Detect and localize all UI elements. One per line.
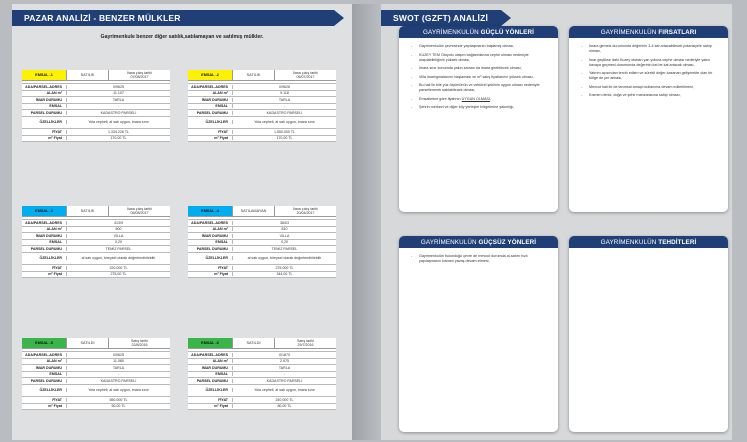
row-label: FİYAT — [52, 265, 62, 270]
row-value: 170,00 TL — [232, 136, 336, 140]
swot-title-prefix: GAYRİMENKULÜN — [600, 28, 657, 36]
row-label: PARSEL DURUMU — [196, 246, 228, 251]
listing-date-label: Satış tarihi — [131, 338, 148, 343]
card-row-m2 — [188, 136, 336, 143]
emphasis-text: UYGUN OLMASI — [461, 96, 490, 101]
row-label: ADA/PARSEL-ADRES — [25, 352, 62, 357]
swot-list-item: - Emsallerine göre fiyatının UYGUN OLMASI, — [411, 97, 550, 102]
row-label: ÖZELLİKLER — [39, 256, 62, 261]
row-value: 0/9626 — [232, 85, 336, 89]
row-value: TARLA — [66, 366, 170, 370]
listing-date: 22/8/2016 — [131, 343, 148, 347]
listing-date-cell — [274, 70, 336, 80]
listing-date-cell — [108, 338, 170, 348]
card-row-ozellik — [22, 117, 170, 130]
card-row-m2 — [188, 404, 336, 411]
emsal-badge: EMSAL -1 — [22, 70, 66, 80]
row-value: 0,20 — [232, 240, 336, 244]
row-value: 240.000 TL — [232, 398, 336, 402]
swot-list-item: - Bu hali ile bile yüz ölçümünün ve vektörel şeklinin uygun olması nedeniyle parsellenerek satılabilecek olması, — [411, 83, 550, 93]
row-label: FİYAT — [218, 397, 228, 402]
swot-box-title — [569, 26, 728, 38]
swot-list — [399, 248, 558, 264]
row-value: 0/1870 — [232, 353, 336, 357]
swot-list — [569, 248, 728, 254]
row-value: KADASTRO PARSELİ — [66, 379, 170, 383]
emsal-badge: EMSAL -6 — [188, 338, 232, 348]
swot-list-item: - Yatırım açısından tercih edilen ve sürekli değer kazanan gelişmekte olan bir bölge de yer alması, — [581, 71, 720, 81]
row-value: 800 — [66, 227, 170, 231]
row-label: İMAR DURUMU — [201, 233, 228, 238]
listing-date-cell — [108, 206, 170, 216]
row-value: 0/9625 — [66, 85, 170, 89]
comparable-card-5 — [22, 338, 170, 410]
row-label: İMAR DURUMU — [35, 97, 62, 102]
swot-title-emphasis: TEHDİTLERİ — [658, 238, 697, 246]
listing-date: 29/7/2016 — [297, 343, 314, 347]
row-value: KADASTRO PARSELİ — [232, 379, 336, 383]
row-value: 0/9625 — [66, 353, 170, 357]
swot-list-item: - İmara sınır konumda yakın zaman da imara girebilecek olması, — [411, 66, 550, 71]
row-value: 413/9 — [66, 221, 170, 225]
listing-date-label: Satış tarihi — [297, 338, 314, 343]
comparable-card-4 — [188, 206, 336, 278]
row-label: m² Fiyat — [214, 136, 228, 141]
row-value: 1.334.226 TL — [66, 130, 170, 134]
swot-title-emphasis: FIRSATLARI — [658, 28, 697, 36]
row-value: TARLA — [232, 366, 336, 370]
row-label: ALAN m² — [212, 227, 228, 232]
row-label: ADA/PARSEL-ADRES — [191, 220, 228, 225]
row-value: 344,00 TL — [232, 272, 336, 276]
row-label: İMAR DURUMU — [35, 365, 62, 370]
row-label: PARSEL DURUMU — [196, 378, 228, 383]
card-row-m2 — [22, 272, 170, 279]
swot-title-prefix: GAYRİMENKULÜN — [420, 238, 477, 246]
row-value: 384/3 — [232, 221, 336, 225]
row-value: - — [232, 372, 336, 376]
row-value: TEMİZ PARSEL — [66, 247, 170, 251]
listing-date: 05/07/2017 — [296, 75, 315, 79]
card-row-m2 — [188, 272, 336, 279]
card-row-ozellik — [188, 385, 336, 398]
row-value: Yola cepheli, al satı uygun, imara sınır — [66, 120, 170, 124]
row-value: TARLA — [232, 98, 336, 102]
market-analysis-page — [12, 4, 352, 440]
emsal-badge: EMSAL -2 — [188, 70, 232, 80]
row-value: Yola cepheli, al satı uygun, imara sınır — [66, 388, 170, 392]
listing-date: 06/08/2017 — [130, 211, 149, 215]
card-row-ozellik — [188, 253, 336, 266]
row-value: TARLA — [66, 98, 170, 102]
row-label: ÖZELLİKLER — [205, 388, 228, 393]
row-value: - — [232, 104, 336, 108]
card-row-ozellik — [22, 385, 170, 398]
row-value: KADASTRO PARSELİ — [232, 111, 336, 115]
listing-status: SATILDI — [232, 338, 274, 348]
row-value: - — [66, 104, 170, 108]
row-value: KADASTRO PARSELİ — [66, 111, 170, 115]
row-label: FİYAT — [218, 265, 228, 270]
row-value: Yola cepheli, al satı uygun, imara sınır — [232, 120, 336, 124]
row-value: 11.107 — [66, 91, 170, 95]
row-value: 2.975 — [232, 359, 336, 363]
card-row-m2 — [22, 136, 170, 143]
emsal-badge: EMSAL -3 — [22, 206, 66, 216]
swot-title-emphasis: GÜÇLÜ YÖNLERİ — [480, 28, 534, 36]
listing-status: SATILIK — [66, 206, 108, 216]
card-row-ozellik — [188, 117, 336, 130]
row-value: 1.550.000 TL — [232, 130, 336, 134]
row-label: ÖZELLİKLER — [39, 120, 62, 125]
market-analysis-header: PAZAR ANALİZİ - BENZER MÜLKLER — [12, 10, 334, 26]
row-label: m² Fiyat — [214, 404, 228, 409]
swot-box-opportunities — [569, 26, 728, 212]
emsal-badge: EMSAL -4 — [188, 206, 232, 216]
swot-page — [381, 4, 732, 440]
row-label: ALAN m² — [46, 359, 62, 364]
row-value: TEMİZ PARSEL — [232, 247, 336, 251]
swot-box-weaknesses — [399, 236, 558, 432]
row-value: 810 — [232, 227, 336, 231]
row-value: 275.000 TL — [232, 266, 336, 270]
listing-status: SATILIK — [232, 70, 274, 80]
row-value: 80,00 TL — [232, 404, 336, 408]
row-label: İMAR DURUMU — [201, 365, 228, 370]
row-value: - — [66, 372, 170, 376]
swot-header: SWOT (GZFT) ANALİZİ — [381, 10, 501, 26]
listing-status: SATILDI — [66, 338, 108, 348]
row-label: EMSAL — [49, 104, 62, 109]
row-label: m² Fiyat — [48, 404, 62, 409]
listing-date-label: İlana çıkış tarihi — [127, 70, 152, 75]
row-label: ALAN m² — [46, 227, 62, 232]
row-label: PARSEL DURUMU — [196, 110, 228, 115]
page-gutter — [352, 4, 380, 440]
row-value: al satı uygun, bireysel olarak değerlendirilebilir — [66, 256, 170, 260]
row-value: VİLLA — [66, 234, 170, 238]
row-value: 11.080 — [66, 359, 170, 363]
listing-date-label: İlana çıkış tarihi — [293, 70, 318, 75]
row-value: 0,20 — [66, 240, 170, 244]
comparable-card-3 — [22, 206, 170, 278]
listing-status: SATILIK — [66, 70, 108, 80]
row-label: FİYAT — [218, 129, 228, 134]
listing-date: 07/08/2017 — [130, 75, 149, 79]
swot-title-prefix: GAYRİMENKULÜN — [600, 238, 657, 246]
swot-list — [399, 38, 558, 110]
emsal-badge: EMSAL -5 — [22, 338, 66, 348]
listing-date-cell — [274, 338, 336, 348]
row-label: ALAN m² — [46, 91, 62, 96]
row-value: 275,00 TL — [66, 272, 170, 276]
row-label: ADA/PARSEL-ADRES — [25, 84, 62, 89]
comparable-card-1 — [22, 70, 170, 142]
swot-title-prefix: GAYRİMENKULÜN — [423, 28, 479, 36]
swot-list-item: - Villa imarlıgmalarının başlaması ve m² satış fiyatlarının yüksek olması, — [411, 75, 550, 80]
row-label: EMSAL — [49, 240, 62, 245]
swot-list-item: - KUZEY TEM Otoyolu ulaşım bağlantılarına cephe olması nedeniyle ulaşılabilirliğinin yüksek olması, — [411, 53, 550, 63]
swot-list-item: - Gayrimenkulün çevresinde yapılaşmanın başlamış olması, — [411, 44, 550, 49]
row-value: 220.000 TL — [66, 266, 170, 270]
listing-date-label: İlana çıkış tarihi — [293, 206, 318, 211]
swot-list-item: - İmar geçtikse dahi Kuzey otoban yan yoluna cephe olması nederiyle yakın havaya geçmesi durumunda değerinin kat be kat artacak olması, — [581, 58, 720, 68]
listing-status: SATILAMAYAN — [232, 206, 274, 216]
swot-list-item: - Kısmen deniz, doğa ve şehir manzarasına sahip olması, — [581, 93, 720, 98]
card-row-m2 — [22, 404, 170, 411]
row-label: İMAR DURUMU — [35, 233, 62, 238]
row-label: ALAN m² — [212, 359, 228, 364]
listing-date-label: İlana çıkış tarihi — [127, 206, 152, 211]
row-value: Yola cepheli, al satı uygun, imara sınır — [232, 388, 336, 392]
row-label: FİYAT — [52, 397, 62, 402]
swot-list-item: - Şehrin merkezi ve diğer köy yerleşim bölgelerine yakınlığı, — [411, 105, 550, 110]
row-label: m² Fiyat — [48, 136, 62, 141]
row-label: PARSEL DURUMU — [30, 246, 62, 251]
swot-list-item: - İmara girmesi durumunda değerinin 3-4 kat artacabilecek potansiyele sahip olması, — [581, 44, 720, 54]
row-label: EMSAL — [215, 104, 228, 109]
row-value: VİLLA — [232, 234, 336, 238]
row-label: ÖZELLİKLER — [205, 256, 228, 261]
comparable-card-6 — [188, 338, 336, 410]
row-label: m² Fiyat — [214, 272, 228, 277]
card-row-ozellik — [22, 253, 170, 266]
swot-list — [569, 38, 728, 98]
row-value: 50,00 TL — [66, 404, 170, 408]
row-label: ADA/PARSEL-ADRES — [191, 84, 228, 89]
row-label: PARSEL DURUMU — [30, 110, 62, 115]
row-value: 170,00 TL — [66, 136, 170, 140]
listing-date-cell — [108, 70, 170, 80]
row-value: 550.000 TL — [66, 398, 170, 402]
row-label: ÖZELLİKLER — [205, 120, 228, 125]
row-label: FİYAT — [52, 129, 62, 134]
row-label: m² Fiyat — [48, 272, 62, 277]
swot-box-strengths — [399, 26, 558, 212]
row-label: ADA/PARSEL-ADRES — [25, 220, 62, 225]
row-value: 9.118 — [232, 91, 336, 95]
row-label: EMSAL — [215, 372, 228, 377]
row-label: İMAR DURUMU — [201, 97, 228, 102]
swot-box-title — [399, 26, 558, 38]
swot-list-item: - Gayrimenkulün bulunduğu çevre de mevcut durumda al-satım hızlı yapılaşmanın kısmen yavaş devam etmesi, — [411, 254, 550, 264]
market-analysis-subtitle: Gayrimenkule benzer diğer satılık,satılamayan ve satılmış mülkler. — [100, 34, 264, 40]
listing-date-cell — [274, 206, 336, 216]
swot-box-threats — [569, 236, 728, 432]
swot-box-title — [399, 236, 558, 248]
row-label: EMSAL — [215, 240, 228, 245]
row-label: EMSAL — [49, 372, 62, 377]
row-label: ALAN m² — [212, 91, 228, 96]
row-label: ADA/PARSEL-ADRES — [191, 352, 228, 357]
row-label: ÖZELLİKLER — [39, 388, 62, 393]
comparable-card-2 — [188, 70, 336, 142]
listing-date: 20/04/2017 — [296, 211, 315, 215]
row-value: al satı uygun, bireysel olarak değerlendirilebilir — [232, 256, 336, 260]
swot-list-item: - Mevcut hali ile de tarımsal amaçlı kullanıma devam edilebilmesi, — [581, 85, 720, 90]
swot-title-emphasis: GÜÇSÜZ YÖNLERİ — [478, 238, 537, 246]
swot-box-title — [569, 236, 728, 248]
row-label: PARSEL DURUMU — [30, 378, 62, 383]
